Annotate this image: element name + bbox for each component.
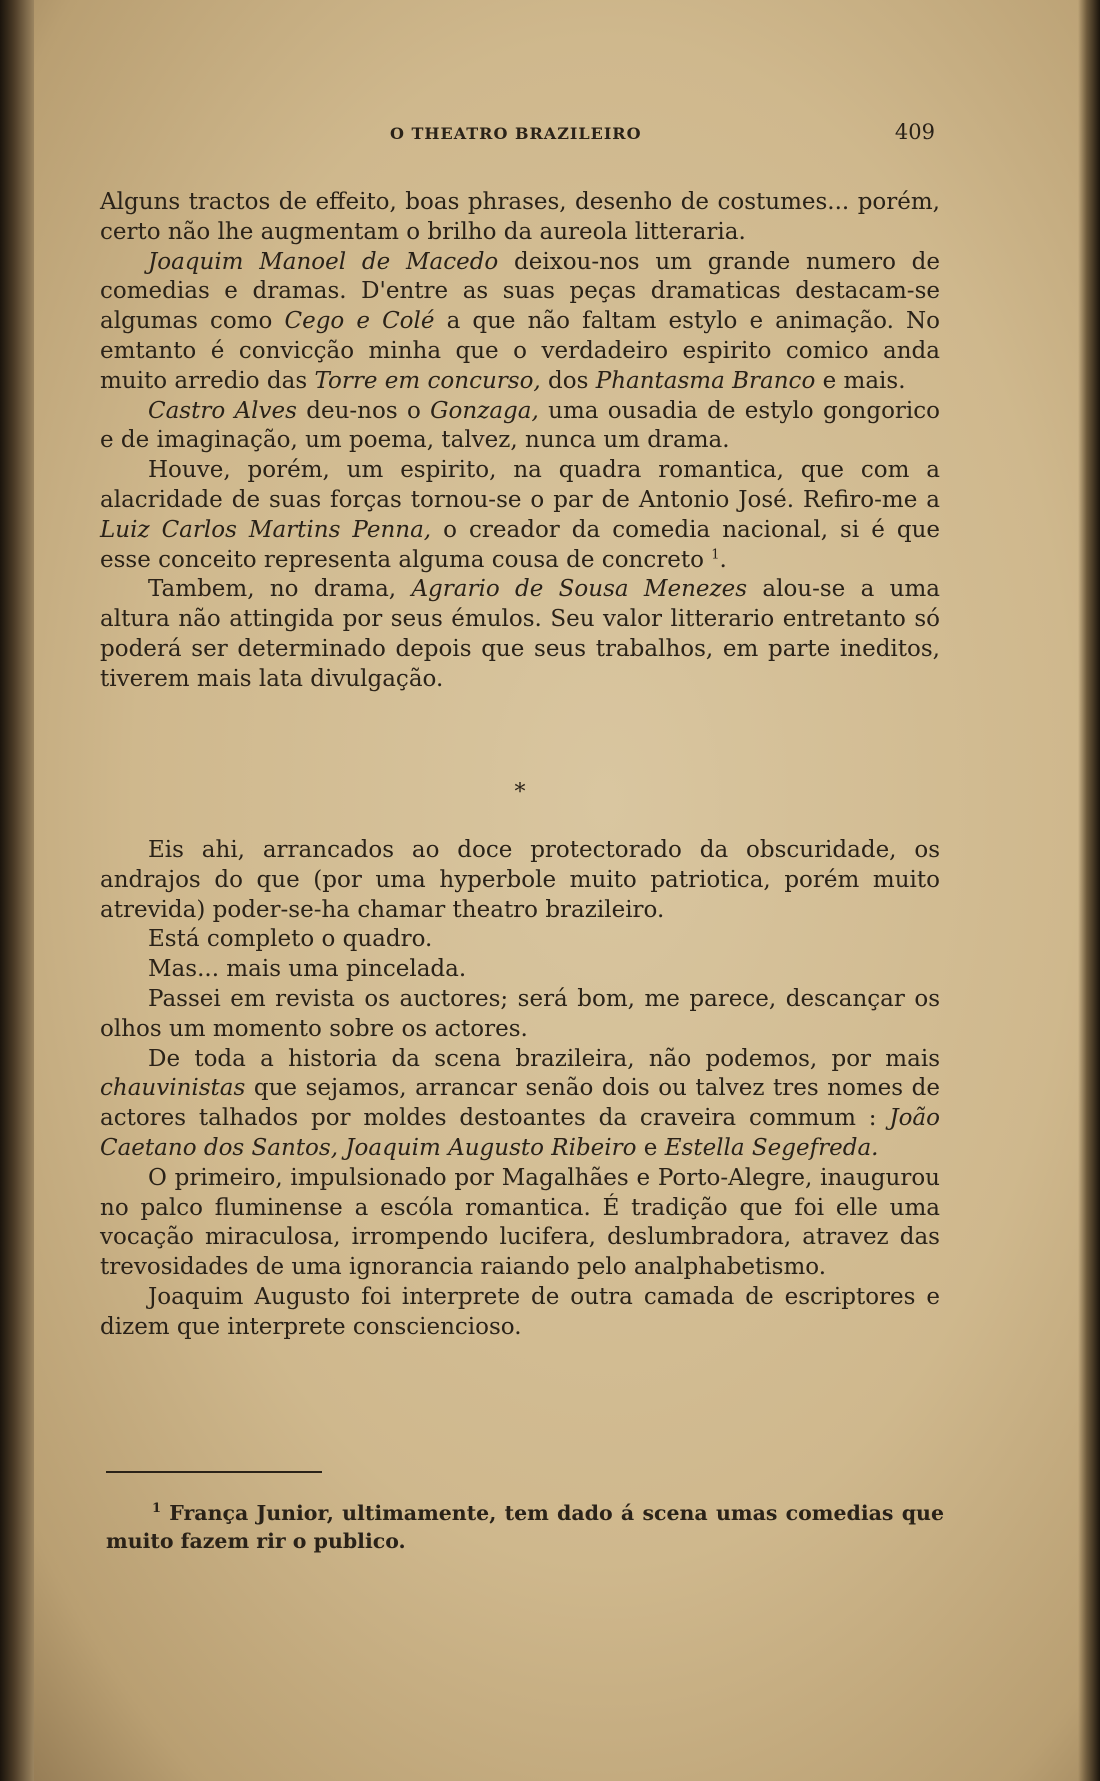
running-title: O THEATRO BRAZILEIRO xyxy=(390,124,642,143)
section-break-asterisk: * xyxy=(514,780,526,805)
page-edge-shadow xyxy=(1078,0,1100,1781)
author-name: Joaquim Manoel de Macedo xyxy=(148,248,499,275)
paragraph: De toda a historia da scena brazileira, não podemos, por mais chauvinistas que sejamos, arrancar senão dois ou talvez tres nomes de actores talhados por moldes destoantes da craveira commum : João Caetano dos Santos, Joaquim Augusto Ribeiro e Estella Segefreda. xyxy=(100,1045,940,1161)
author-name: Agrario de Sousa Menezes xyxy=(411,576,748,603)
footnote-reference: 1 xyxy=(711,546,720,562)
paragraph: Joaquim Augusto foi interprete de outra camada de escriptores e dizem que interprete consciencioso. xyxy=(100,1283,940,1340)
page-number: 409 xyxy=(894,120,935,144)
work-title: Phantasma Branco xyxy=(595,367,816,394)
footnote-marker: 1 xyxy=(152,1501,162,1517)
actor-name: Estella Segefreda. xyxy=(664,1134,879,1161)
paragraph: O primeiro, impulsionado por Magalhães e Porto-Alegre, inaugurou no palco fluminense a escóla romantica. É tradição que foi elle uma vocação miraculosa, irrompendo lucifera, deslumbradora, atravez das trevosidades de uma ignorancia raiando pelo analphabetismo. xyxy=(100,1164,940,1281)
book-spine-shadow xyxy=(0,0,34,1781)
paragraph: Houve, porém, um espirito, na quadra romantica, que com a alacridade de suas forças tornou-se o par de Antonio José. Refiro-me a Luiz Carlos Martins Penna, o creador da comedia nacional, si é que esse conceito representa alguma cousa de concreto $^1$. xyxy=(100,457,941,573)
actor-names: João Caetano dos Santos, Joaquim Augusto Ribeiro xyxy=(100,1105,940,1161)
running-head xyxy=(100,120,935,146)
paragraph: Alguns tractos de effeito, boas phrases, desenho de costumes... porém, certo não lhe augmentam o brilho da aureola litteraria. xyxy=(100,189,940,245)
footnote xyxy=(106,1499,944,1555)
paragraph: Tambem, no drama, Agrario de Sousa Menezes alou-se a uma altura não attingida por seus émulos. Seu valor litterario entretanto só poderá ser determinado depois que seus trabalhos, em parte ineditos, tiverem mais lata divulgação. xyxy=(100,576,940,692)
emphasis: chauvinistas xyxy=(100,1075,246,1102)
paragraph: Eis ahi, arrancados ao doce protectorado da obscuridade, os andrajos do que (por uma hyperbole muito patriotica, porém muito atrevida) poder-se-ha chamar theatro brazileiro. xyxy=(100,837,940,923)
footnote-rule xyxy=(106,1471,322,1473)
author-name: Castro Alves xyxy=(148,397,297,424)
section-two xyxy=(100,836,940,1343)
paragraph: Mas... mais uma pincelada. xyxy=(148,956,467,983)
footnote-text: França Junior, ultimamente, tem dado á scena umas comedias que muito fazem rir o publico. xyxy=(106,1501,944,1553)
work-title: Gonzaga, xyxy=(430,397,539,424)
section-one xyxy=(100,188,940,695)
author-name: Luiz Carlos Martins Penna, xyxy=(100,516,432,543)
paragraph: Passei em revista os auctores; será bom, me parece, descançar os olhos um momento sobre os actores. xyxy=(100,985,940,1042)
work-title: Cego e Colé xyxy=(284,308,435,335)
work-title: Torre em concurso, xyxy=(314,367,541,394)
paragraph: Joaquim Manoel de Macedo deixou-nos um grande numero de comedias e dramas. D'entre as suas peças dramaticas destacam-se algumas como Cego e Colé a que não faltam estylo e animação. No emtanto é convicção minha que o verdadeiro espirito comico anda muito arredio das Torre em concurso, dos Phantasma Branco e mais. xyxy=(100,248,940,394)
paragraph: Castro Alves deu-nos o Gonzaga, uma ousadia de estylo gongorico e de imaginação, um poema, talvez, nunca um drama. xyxy=(100,397,940,454)
paragraph: Está completo o quadro. xyxy=(148,926,433,953)
